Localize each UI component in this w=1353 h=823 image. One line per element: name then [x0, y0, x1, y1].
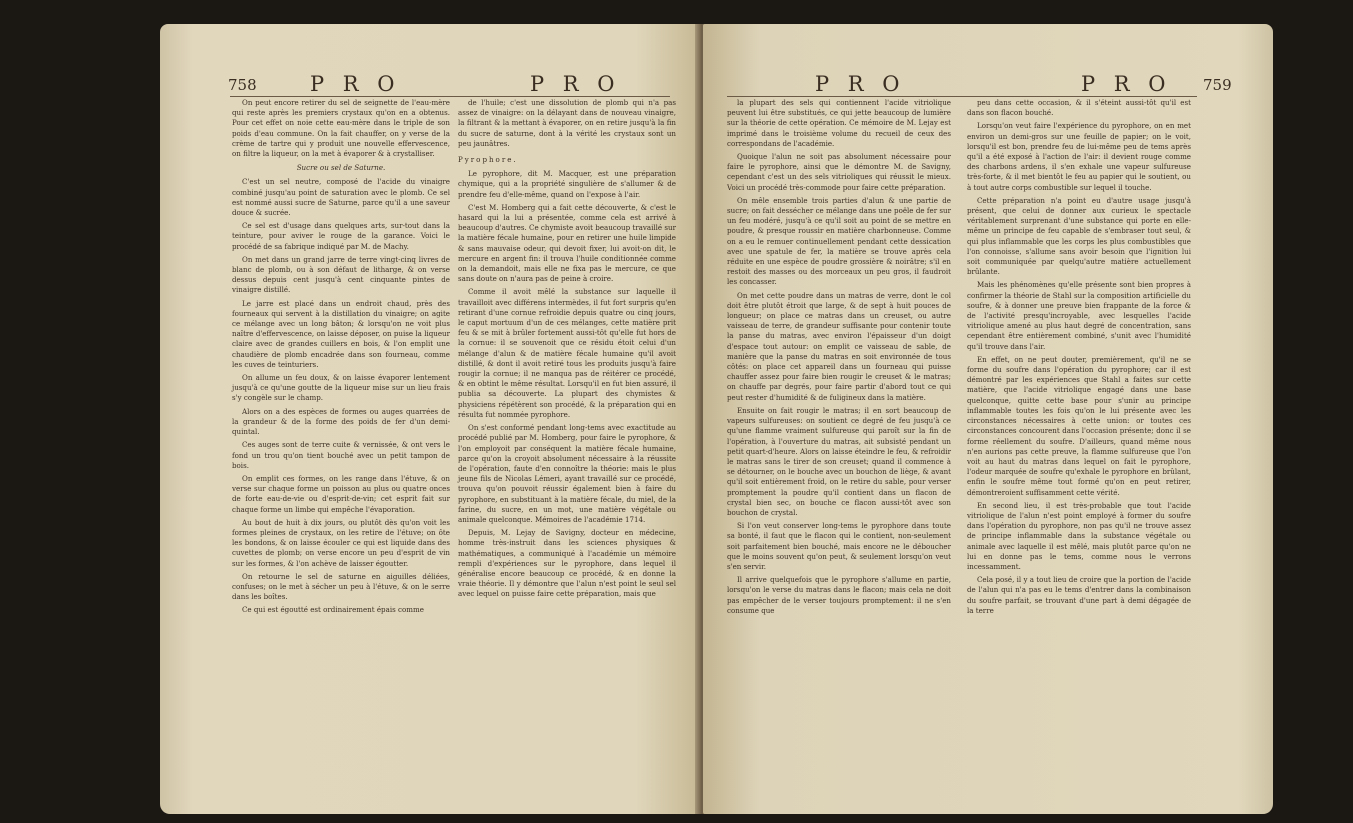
paragraph: Il arrive quelquefois que le pyrophore s'allume en partie, lorsqu'on le verse du matras dans le flacon; mais cela ne doit pas empêcher de le verser toujours promptement: il ne s'en consume que	[727, 575, 951, 615]
paragraph: Mais les phénomènes qu'elle présente sont bien propres à confirmer la théorie de Stahl sur la composition artificielle du soufre, & à donner une preuve bien frappante de la force & de l'activité presqu'incroyable, avec lesquelles l'acide vitriolique amené au plus haut degré de concentration, sans cependant être entièrement combiné, s'unit avec l'humidité qu'il trouve dans l'air.	[967, 280, 1191, 351]
text-column-right	[458, 98, 676, 603]
paragraph: En effet, on ne peut douter, premièrement, qu'il ne se forme du soufre dans l'opération du pyrophore; car il est démontré par les expériences que Stahl a faites sur cette matière, que l'acide vitriolique engagé dans une base quelconque, quitte cette base pour s'unir au principe inflammable toutes les fois qu'on le lui présente avec les circonstances nécessaires à cette union: or toutes ces circonstances concourent dans l'occasion présente; donc il se forme réellement du soufre. D'ailleurs, quand même nous n'en aurions pas cette preuve, la flamme sulfureuse que l'on voit au haut du matras dans lequel on fait le pyrophore, l'odeur marquée de soufre qu'exhale le pyrophore en brûlant, enfin le soufre même tout formé qu'on en peut retirer, démontreroient suffisamment cette vérité.	[967, 354, 1191, 497]
section-heading: Pyrophore.	[458, 155, 518, 165]
paragraph: Cette préparation n'a point eu d'autre usage jusqu'à présent, que celui de donner aux curieux le spectacle véritablement surprenant d'une substance qui porte en elle-même un principe de feu capable de s'embraser tout seul, & qui plus inflammable que les corps les plus combustibles que l'on connoisse, s'allume sans avoir besoin que l'ignition lui soit communiquée par quelqu'autre matière actuellement brûlante.	[967, 195, 1191, 277]
section-subheading: Sucre ou sel de Saturne.	[296, 163, 386, 173]
paragraph: Ensuite on fait rougir le matras; il en sort beaucoup de vapeurs sulfureuses: on soutient ce degré de feu jusqu'à ce qu'une flamme vraiment sulfureuse qui paroît sur la fin de l'opération, à l'ouverture du matras, ait subsisté pendant un petit quart-d'heure. Alors on laisse éteindre le feu, & refroidir le matras sans le tirer de son creuset; quand il commence à se détourner, on le bouche avec un bouchon de liège, & avant qu'il soit entièrement froid, on le retire du sable, pour verser promptement la poudre qu'il contient dans un flacon de crystal bien sec, on bouche ce flacon aussi-tôt avec son bouchon de crystal.	[727, 405, 951, 517]
paragraph: Ce qui est égoutté est ordinairement épais comme	[242, 605, 424, 615]
left-page	[160, 24, 700, 814]
paragraph: Le jarre est placé dans un endroit chaud, près des fourneaux qui servent à la distillation du vinaigre; on agite ce mélange avec un long bâton; & lorsqu'on ne voit plus naître d'effervescence, on laisse déposer, on puise la liqueur claire avec de grandes cuillers en bois, & l'on emplit une chaudière de plomb encadrée dans son fourneau, comme les cuves de teinturiers.	[232, 298, 450, 369]
running-head: P R O	[1081, 72, 1172, 96]
paragraph: Depuis, M. Lejay de Savigny, docteur en médecine, homme très-instruit dans les sciences physiques & mathématiques, a communiqué à l'académie un mémoire rempli d'expériences sur le pyrophore, dans lequel il généralise encore beaucoup ce procédé, & en donne la vraie théorie. Il y démontre que l'alun n'est point le seul sel avec lequel on puisse faire cette préparation, mais que	[458, 528, 676, 599]
right-page	[703, 24, 1273, 814]
text-column-left	[727, 98, 951, 619]
text-column-left	[232, 98, 450, 619]
page-number: 759	[1203, 76, 1232, 94]
paragraph: Quoique l'alun ne soit pas absolument nécessaire pour faire le pyrophore, ainsi que le démontre M. de Savigny, cependant c'est un des sels vitrioliques qui réussit le mieux. Voici un procédé très-commode pour faire cette préparation.	[727, 152, 951, 192]
paragraph: On s'est conformé pendant long-tems avec exactitude au procédé publié par M. Homberg, pour faire le pyrophore, & l'on employoit par conséquent la matière fécale humaine, parce qu'on la croyoit absolument nécessaire à la réussite de l'opération, faute d'en connoître la théorie: mais le plus jeune fils de Nicolas Lémeri, ayant travaillé sur ce procédé, trouva qu'on pouvoit réussir également bien à faire du pyrophore, en substituant à la matière fécale, du miel, de la farine, du sucre, en un mot, une matière végétale ou animale quelconque. Mémoires de l'académie 1714.	[458, 423, 676, 524]
paragraph: C'est un sel neutre, composé de l'acide du vinaigre combiné jusqu'au point de saturation avec le plomb. Ce sel est nommé aussi sucre de Saturne, parce qu'il a une saveur douce & sucrée.	[232, 177, 450, 218]
paragraph: Le pyrophore, dit M. Macquer, est une préparation chymique, qui a la propriété singulière de s'allumer & de prendre feu d'elle-même, quand on l'expose à l'air.	[458, 169, 676, 199]
paragraph: Lorsqu'on veut faire l'expérience du pyrophore, on en met environ un demi-gros sur une feuille de papier; on le voit, lorsqu'il est bon, prendre feu de lui-même peu de tems après qu'il a été exposé à l'action de l'air: il devient rouge comme des charbons ardens, il s'en exhale une vapeur sulfureuse très-forte, & il met bientôt le feu au papier qui le soutient, ou à tout autre corps combustible sur lequel il touche.	[967, 121, 1191, 192]
running-head: P R O	[530, 72, 621, 96]
paragraph: Cela posé, il y a tout lieu de croire que la portion de l'acide de l'alun qui n'a pas eu le tems d'entrer dans la combinaison du soufre parfait, se trouvant d'une part à demi dégagée de la terre	[967, 575, 1191, 615]
header-rule	[230, 96, 670, 97]
paragraph: de l'huile; c'est une dissolution de plomb qui n'a pas assez de vinaigre: on la délayant dans de nouveau vinaigre, la filtrant & la mettant à évaporer, on en retire jusqu'à la fin du sucre de saturne, dont à la vérité les crystaux sont un peu jaunâtres.	[458, 98, 676, 148]
paragraph: On allume un feu doux, & on laisse évaporer lentement jusqu'à ce qu'une goutte de la liqueur mise sur un lieu frais s'y congèle sur le champ.	[232, 373, 450, 403]
paragraph: la plupart des sels qui contiennent l'acide vitriolique peuvent lui être substitués, ce qui jette beaucoup de lumière sur la théorie de cette opération. Ce mémoire de M. Lejay est imprimé dans le troisième volume du recueil de ceux des correspondans de l'académie.	[727, 98, 951, 148]
paragraph: Ces auges sont de terre cuite & vernissée, & ont vers le fond un trou qu'on tient bouché avec un petit tampon de bois.	[232, 440, 450, 470]
paragraph: On met cette poudre dans un matras de verre, dont le col doit être plutôt étroit que large, & de sept à huit pouces de longueur; on place ce matras dans un creuset, ou autre vaisseau de terre, de grandeur suffisante pour contenir toute la panse du matras, avec environ l'épaisseur d'un doigt d'espace tout autour: on emplit ce vaisseau de sable, de manière que la panse du matras en soit environnée de tous côtés: on place cet appareil dans un fourneau qui puisse chauffer assez pour faire bien rougir le creuset & le matras; on chauffe par degrés, pour faire partir d'abord tout ce qui peut rester d'humidité & de fuligineux dans la matière.	[727, 290, 951, 402]
paragraph: Au bout de huit à dix jours, ou plutôt dès qu'on voit les formes pleines de crystaux, on les retire de l'étuve; on ôte les bondons, & on laisse écouler ce qui est liquide dans des cuvettes de plomb; on verse encore un peu d'esprit de vin sur les formes, & l'on achève de laisser égoutter.	[232, 517, 450, 568]
paragraph: On met dans un grand jarre de terre vingt-cinq livres de blanc de plomb, ou à son défaut de litharge, & on verse dessus depuis cent jusqu'à cent cinquante pintes de vinaigre distillé.	[232, 254, 450, 295]
paragraph: Comme il avoit mêlé la substance sur laquelle il travailloit avec différens intermèdes, il fut fort surpris qu'en retirant d'une cornue refroidie depuis quatre ou cinq jours, le caput mortuum d'un de ces mélanges, cette matière prit feu & se mit à brûler fortement aussi-tôt qu'elle fut hors de la cornue: il se souvenoit que ce résidu étoit celui d'un mélange d'alun & de matière fécale humaine qu'il avoit distillé, & dont il avoit retiré tous les produits jusqu'à faire rougir la cornue; il ne manqua pas de réitérer ce procédé, & en obtint le même résultat. Lorsqu'il en fut bien assuré, il publia sa découverte. La plupart des chymistes & physiciens répétèrent son procédé, & la préparation qui en résulta fut nommée pyrophore.	[458, 287, 676, 419]
paragraph: On mêle ensemble trois parties d'alun & une partie de sucre; on fait dessécher ce mélange dans une poële de fer sur un feu modéré, jusqu'à ce qu'il soit au point de se mettre en poudre, & presque roussir en matière charbonneuse. Comme on a eu le remuer continuellement pendant cette dessication avec une spatule de fer, la matière se trouve après cela réduite en une espèce de poudre grossière & noirâtre; s'il en restoit des masses ou des morceaux un peu gros, il faudroit les concasser.	[727, 195, 951, 287]
paragraph: Ce sel est d'usage dans quelques arts, sur-tout dans la teinture, pour aviver le rouge de la garance. Voici le procédé de sa fabrique indiqué par M. de Machy.	[232, 221, 450, 251]
page-number: 758	[228, 76, 257, 94]
paragraph: On retourne le sel de saturne en aiguilles déliées, confuses; on le met à sécher un peu à l'étuve, & on le serre dans les boîtes.	[232, 571, 450, 602]
paragraph: Alors on a des espèces de formes ou auges quarrées de la grandeur & de la forme des poids de fer d'un demi-quintal.	[232, 406, 450, 437]
header-rule	[727, 96, 1197, 97]
text-column-right	[967, 98, 1191, 619]
paragraph: En second lieu, il est très-probable que tout l'acide vitriolique de l'alun n'est point employé à former du soufre dans l'opération du pyrophore, non pas qu'il ne trouve assez de principe inflammable dans la substance végétale ou animale avec laquelle il est mêlé, mais plutôt parce qu'on ne lui en donne pas le tems, comme nous le verrons incessamment.	[967, 500, 1191, 571]
paragraph: On emplit ces formes, on les range dans l'étuve, & on verse sur chaque forme un poisson au plus ou quatre onces de forte eau-de-vie ou d'esprit-de-vin; cet esprit fait sur chaque forme un limbe qui empêche l'évaporation.	[232, 473, 450, 514]
running-head: P R O	[815, 72, 906, 96]
paragraph: peu dans cette occasion, & il s'éteint aussi-tôt qu'il est dans son flacon bouché.	[967, 98, 1191, 118]
paragraph: C'est M. Homberg qui a fait cette découverte, & c'est le hasard qui la lui a présentée, comme cela est arrivé à beaucoup d'autres. Ce chymiste avoit beaucoup travaillé sur la matière fécale humaine, pour en retirer une huile limpide & sans mauvaise odeur, qui devoit fixer, lui avoit-on dit, le mercure en argent fin: il trouva l'huile conditionnée comme on la demandoit, mais elle ne fixa pas le mercure, ce que sans doute on n'aura pas de peine à croire.	[458, 202, 676, 284]
paragraph: On peut encore retirer du sel de seignette de l'eau-mère qui reste après les premiers crystaux qu'on en a obtenus. Pour cet effet on noie cette eau-mère dans le triple de son poids d'eau commune. On la fait chauffer, on y verse de la crème de tartre qui y produit une nouvelle effervescence, on filtre la liqueur, on la met à évaporer & à crystalliser.	[232, 98, 450, 159]
paragraph: Si l'on veut conserver long-tems le pyrophore dans toute sa bonté, il faut que le flacon qui le contient, non-seulement soit parfaitement bien bouché, mais encore ne le déboucher que le moins souvent qu'on peut, & seulement lorsqu'on veut s'en servir.	[727, 521, 951, 571]
running-head: P R O	[310, 72, 401, 96]
